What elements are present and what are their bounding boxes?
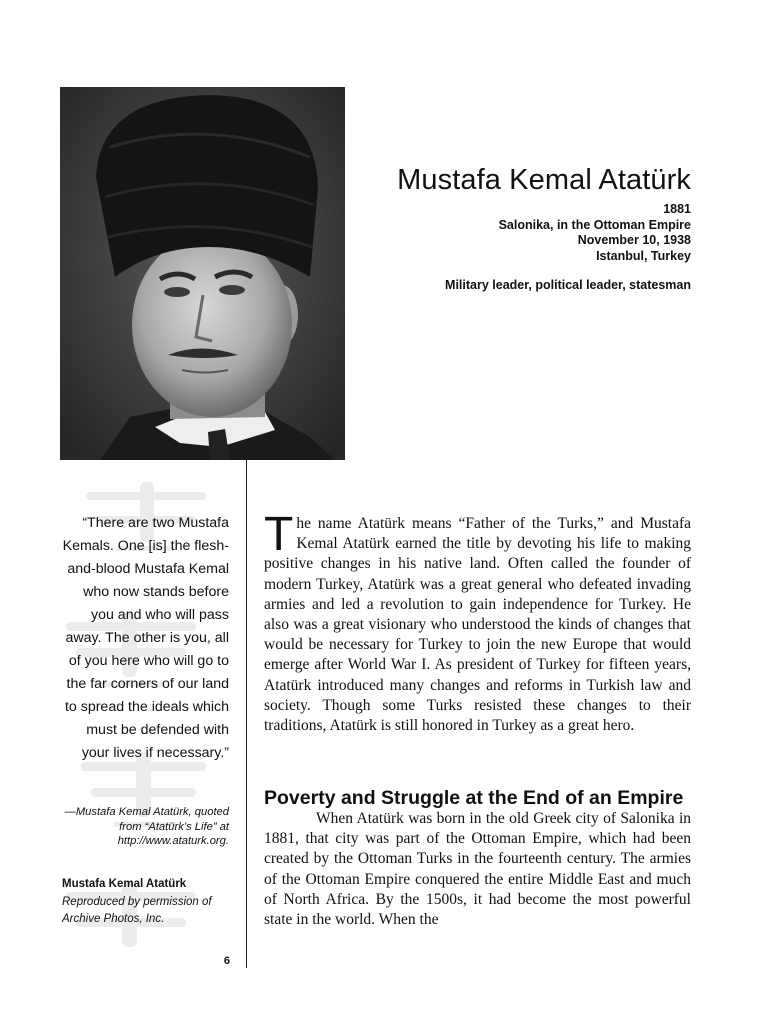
intro-text: he name Atatürk means “Father of the Turks,” and Mustafa Kemal Atatürk earned the title by devoting his life to making positive changes in his native land. Often called the founder of modern Turkey, Atatürk was a great general who defeated invading armies and led a revolution to gain independence for Turkey. He also was a great visionary who understood the kinds of changes that would be necessary for Turkey to join the new Europe that would emerge after World War I. As president of Turkey for fifteen years, Atatürk introduced many changes and reforms in Turkish law and society. Though some Turks resisted these changes to their traditions, Atatürk is still honored in Turkey as a great hero. bbox=[264, 515, 691, 735]
portrait-photo bbox=[60, 87, 345, 460]
section-paragraph: When Atatürk was born in the old Greek city of Salonika in 1881, that city was part of the Ottoman Empire, which had been created by the Ottoman Turks in the fourteenth century. The armies of the Ottoman Empire conquered the entire Middle East and much of North Africa. By the 1500s, it had become the most powerful state in the world. When the bbox=[264, 810, 691, 929]
section-heading: Poverty and Struggle at the End of an Empire bbox=[264, 787, 684, 809]
death-place: Istanbul, Turkey bbox=[596, 248, 691, 263]
drop-cap: T bbox=[264, 508, 294, 561]
caption-name: Mustafa Kemal Atatürk bbox=[62, 878, 187, 890]
birth-year: 1881 bbox=[663, 202, 691, 216]
quote-attribution: —Mustafa Kemal Atatürk, quoted from “Atatürk’s Life” at http://www.ataturk.org. bbox=[64, 806, 229, 847]
column-divider bbox=[246, 460, 247, 968]
death-date: November 10, 1938 bbox=[577, 233, 691, 247]
bio-title: Mustafa Kemal Atatürk bbox=[397, 164, 691, 196]
caption-credit: Reproduced by permission of Archive Photos, Inc. bbox=[62, 895, 212, 925]
bio-header bbox=[350, 163, 691, 292]
photo-caption bbox=[62, 876, 242, 929]
birth-place: Salonika, in the Ottoman Empire bbox=[498, 217, 691, 232]
portrait-illustration bbox=[60, 87, 345, 460]
intro-paragraph bbox=[264, 508, 691, 736]
sidebar-quote: “There are two Mustafa Kemals. One [is] the flesh-and-blood Mustafa Kemal who now stands before you and who will pass away. The other is you, all of you here who will go to the far corners of our land to spread the ideals which must be defended with your lives if necessary.” bbox=[62, 515, 229, 761]
roles: Military leader, political leader, statesman bbox=[445, 278, 691, 292]
page-number: 6 bbox=[223, 955, 230, 967]
